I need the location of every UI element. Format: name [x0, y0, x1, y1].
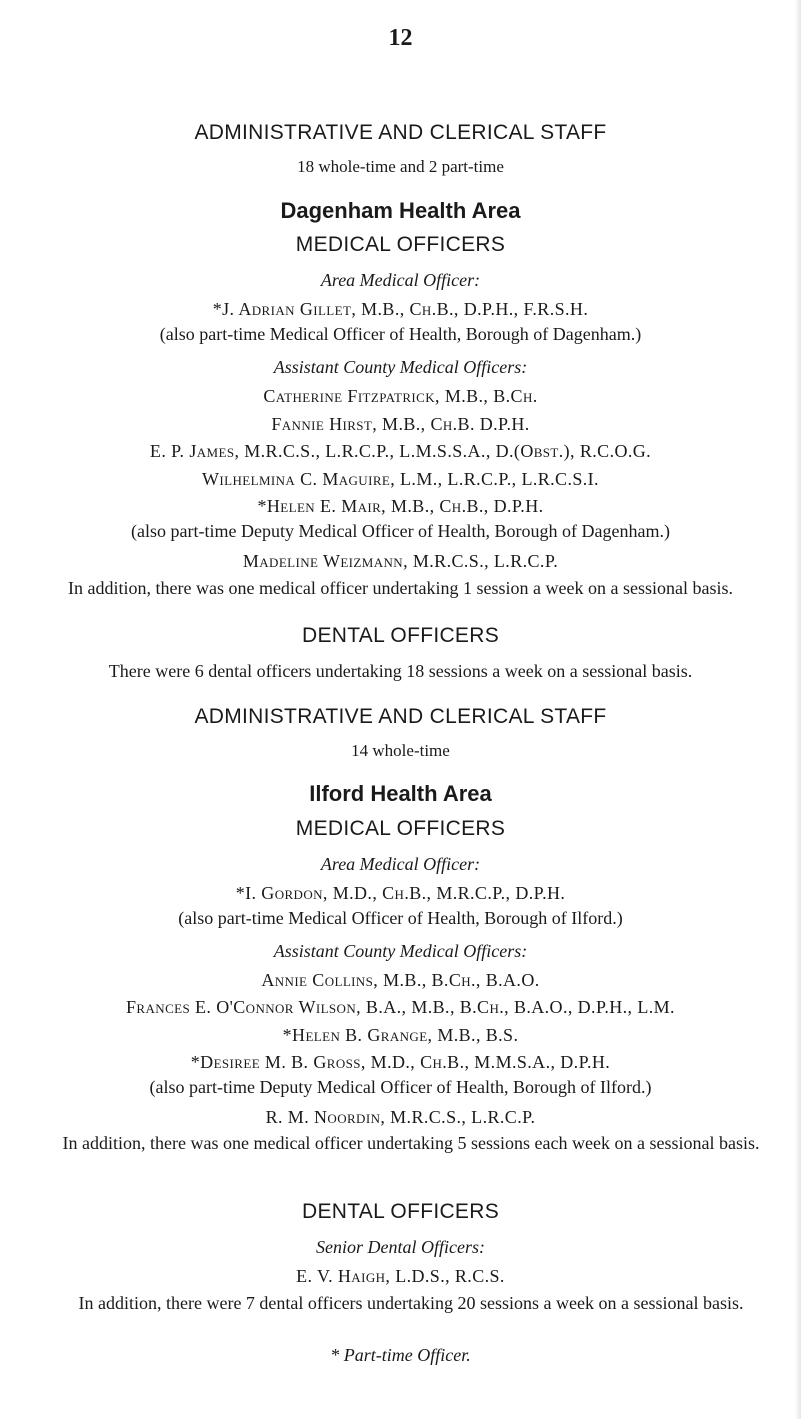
admin-staff-heading: ADMINISTRATIVE AND CLERICAL STAFF — [194, 121, 607, 144]
page-number: 12 — [388, 25, 413, 51]
ilford-amo-role: Area Medical Officer: — [320, 854, 481, 874]
ilford-area-title: Ilford Health Area — [309, 781, 492, 806]
ilford-acmo-role: Assistant County Medical Officers: — [273, 941, 528, 961]
dagenham-dental-text: There were 6 dental officers undertaking 18 sessions a week on a sessional basis. — [108, 661, 693, 681]
dagenham-acmo-note: (also part-time Deputy Medical Officer of Health, Borough of Dagenham.) — [131, 521, 670, 541]
dagenham-addition-text: In addition, there was one medical officer undertaking 1 session a week on a sessional basis. — [68, 578, 733, 598]
ilford-acmo-name: *Helen B. Grange, M.B., B.S. — [282, 1025, 519, 1045]
dagenham-acmo-name-last: Madeline Weizmann, M.R.C.S., L.R.C.P. — [242, 551, 559, 571]
ilford-amo-name: *I. Gordon, M.D., Ch.B., M.R.C.P., D.P.H. — [235, 883, 566, 903]
dagenham-amo-role: Area Medical Officer: — [320, 270, 481, 290]
dagenham-admin-heading: ADMINISTRATIVE AND CLERICAL STAFF — [194, 705, 607, 728]
page-edge-shadow — [795, 0, 801, 1419]
dagenham-acmo-name: Fannie Hirst, M.B., Ch.B. D.P.H. — [271, 414, 530, 434]
dagenham-area-title: Dagenham Health Area — [280, 198, 521, 223]
ilford-senior-dental-role: Senior Dental Officers: — [316, 1237, 485, 1257]
ilford-amo-note: (also part-time Medical Officer of Health, Borough of Ilford.) — [178, 908, 623, 928]
dagenham-dental-heading: DENTAL OFFICERS — [301, 624, 500, 647]
admin-staff-count: 18 whole-time and 2 part-time — [297, 157, 504, 176]
footnote-part-time: * Part-time Officer. — [330, 1345, 471, 1365]
ilford-acmo-name: *Desiree M. B. Gross, M.D., Ch.B., M.M.S.A., D.P.H. — [190, 1052, 611, 1072]
ilford-dental-heading: DENTAL OFFICERS — [301, 1200, 500, 1223]
ilford-acmo-note: (also part-time Deputy Medical Officer of Health, Borough of Ilford.) — [149, 1077, 652, 1097]
dagenham-acmo-name: *Helen E. Mair, M.B., Ch.B., D.P.H. — [257, 496, 544, 516]
ilford-acmo-name-last: R. M. Noordin, M.R.C.S., L.R.C.P. — [265, 1107, 536, 1127]
dagenham-acmo-role: Assistant County Medical Officers: — [273, 357, 528, 377]
dagenham-amo-note: (also part-time Medical Officer of Health, Borough of Dagenham.) — [159, 324, 642, 344]
ilford-medical-officers-heading: MEDICAL OFFICERS — [295, 817, 506, 840]
ilford-addition-text: In addition, there was one medical officer undertaking 5 sessions each week on a sessional basis. — [62, 1133, 760, 1153]
ilford-acmo-name: Frances E. O'Connor Wilson, B.A., M.B., B.Ch., B.A.O., D.P.H., L.M. — [126, 997, 675, 1017]
dagenham-medical-officers-heading: MEDICAL OFFICERS — [295, 233, 506, 256]
dagenham-admin-count: 14 whole-time — [351, 741, 450, 760]
dagenham-acmo-name: Catherine Fitzpatrick, M.B., B.Ch. — [263, 386, 538, 406]
dagenham-amo-name: *J. Adrian Gillet, M.B., Ch.B., D.P.H., F.R.S.H. — [212, 299, 589, 319]
ilford-dental-text: In addition, there were 7 dental officers undertaking 20 sessions a week on a sessional basis. — [78, 1293, 744, 1313]
ilford-acmo-name: Annie Collins, M.B., B.Ch., B.A.O. — [261, 970, 540, 990]
ilford-senior-dental-name: E. V. Haigh, L.D.S., R.C.S. — [296, 1266, 505, 1286]
dagenham-acmo-name: E. P. James, M.R.C.S., L.R.C.P., L.M.S.S.A., D.(Obst.), R.C.O.G. — [149, 441, 652, 461]
dagenham-acmo-name: Wilhelmina C. Maguire, L.M., L.R.C.P., L.R.C.S.I. — [202, 469, 599, 489]
